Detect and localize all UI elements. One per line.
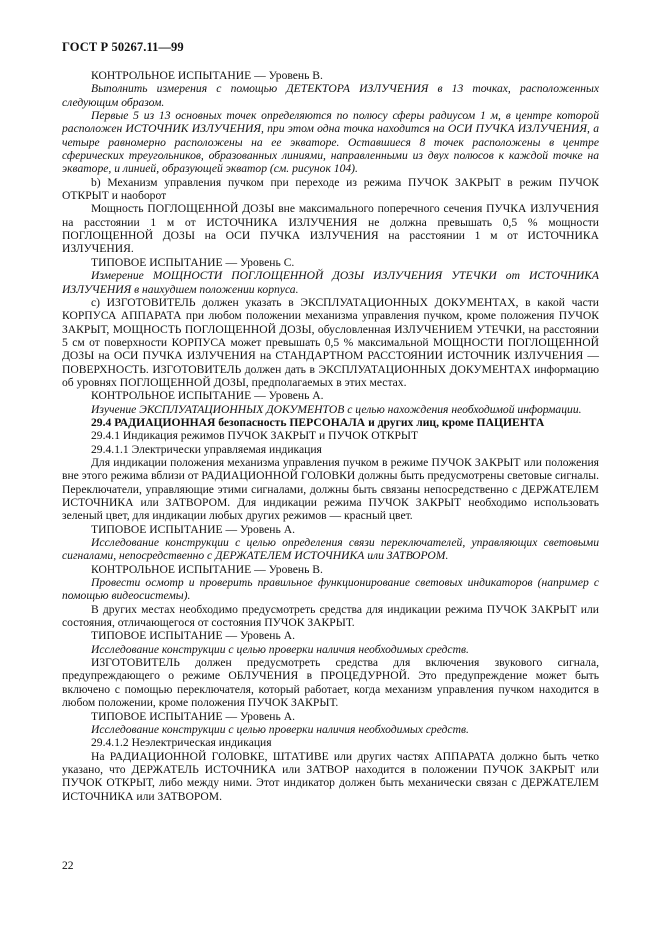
paragraph: В других местах необходимо предусмотреть средства для индикации режима ПУЧОК ЗАКРЫТ или состояния, отличающегося от состояния ПУЧОК ЗАКРЫТ. bbox=[62, 602, 599, 630]
paragraph: Исследование конструкции с целью проверки наличия необходимых средств. bbox=[91, 722, 469, 736]
paragraph: КОНТРОЛЬНОЕ ИСПЫТАНИЕ — Уровень А. bbox=[91, 389, 324, 403]
paragraph: Измерение МОЩНОСТИ ПОГЛОЩЕННОЙ ДОЗЫ ИЗЛУЧЕНИЯ УТЕЧКИ от ИСТОЧНИКА ИЗЛУЧЕНИЯ в наихудшем положении корпуса. bbox=[62, 269, 599, 296]
paragraph: ТИПОВОЕ ИСПЫТАНИЕ — Уровень А. bbox=[91, 522, 295, 536]
paragraph: ТИПОВОЕ ИСПЫТАНИЕ — Уровень А. bbox=[91, 629, 295, 643]
paragraph: c) ИЗГОТОВИТЕЛЬ должен указать в ЭКСПЛУАТАЦИОННЫХ ДОКУМЕНТАХ, в какой части КОРПУСА АППАРАТА при любом положении механизма управления пучком, кроме положения ПУЧОК ЗАКРЫТ, МОЩНОСТЬ ПОГЛОЩЕННОЙ ДОЗЫ, обусловленная ИЗЛУЧЕНИЕМ УТЕЧКИ, на расстоянии 5 см от поверхности КОРПУСА может превышать 0,5 % максимальной МОЩНОСТИ ПОГЛОЩЕННОЙ ДОЗЫ на ОСИ ПУЧКА ИЗЛУЧЕНИЯ на СТАНДАРТНОМ РАССТОЯНИИ ИСТОЧНИК ИЗЛУЧЕНИЯ — ПОВЕРХНОСТЬ. ИЗГОТОВИТЕЛЬ должен дать в ЭКСПЛУАТАЦИОННЫХ ДОКУМЕНТАХ информацию об уровнях ПОГЛОЩЕННОЙ ДОЗЫ, предполагаемых в этих местах. bbox=[62, 295, 599, 389]
paragraph: Первые 5 из 13 основных точек определяются по полюсу сферы радиусом 1 м, в центре которой расположен ИСТОЧНИК ИЗЛУЧЕНИЯ, при этом одна точка находится на ОСИ ПУЧКА ИЗЛУЧЕНИЯ, а четыре равномерно расположены на ее экваторе. Оставшиеся 8 точек расположены в центре сферических треугольников, образованных линиями, направленными из двух полюсов к каждой точке на экваторе, и линией, образующей экватор (см. рисунок 104). bbox=[62, 109, 599, 176]
paragraph: КОНТРОЛЬНОЕ ИСПЫТАНИЕ — Уровень В. bbox=[91, 69, 323, 82]
subsection-heading: 29.4.1 Индикация режимов ПУЧОК ЗАКРЫТ и ПУЧОК ОТКРЫТ bbox=[91, 429, 419, 443]
paragraph: Провести осмотр и проверить правильное функционирование световых индикаторов (например с помощью видеосистемы). bbox=[62, 576, 599, 603]
paragraph: Исследование конструкции с целью определения связи переключателей, управляющих световыми сигналами, непосредственно с ДЕРЖАТЕЛЕМ ИСТОЧНИКА или ЗАТВОРОМ. bbox=[62, 536, 599, 563]
paragraph: ТИПОВОЕ ИСПЫТАНИЕ — Уровень С. bbox=[91, 255, 295, 269]
paragraph: Исследование конструкции с целью проверки наличия необходимых средств. bbox=[91, 642, 469, 656]
paragraph: Выполнить измерения с помощью ДЕТЕКТОРА ИЗЛУЧЕНИЯ в 13 точках, расположенных следующим образом. bbox=[62, 82, 599, 109]
paragraph: На РАДИАЦИОННОЙ ГОЛОВКЕ, ШТАТИВЕ или других частях АППАРАТА должно быть четко указано, что ДЕРЖАТЕЛЬ ИСТОЧНИКА или ЗАТВОР находится в положении ПУЧОК ЗАКРЫТ или ПУЧОК ОТКРЫТ, либо между ними. Этот индикатор должен быть механически связан с ДЕРЖАТЕЛЕМ ИСТОЧНИКА или ЗАТВОРОМ. bbox=[62, 749, 599, 803]
document-body bbox=[62, 69, 599, 803]
paragraph: ИЗГОТОВИТЕЛЬ должен предусмотреть средства для включения звукового сигнала, предупреждающего о режиме ОБЛУЧЕНИЯ в ПРОЦЕДУРНОЙ. Это предупреждение может быть включено с помощью переключателя, который работает, когда механизм управления пучком находится в любом положении, кроме положения ПУЧОК ЗАКРЫТ. bbox=[62, 656, 599, 710]
section-heading: 29.4 РАДИАЦИОННАЯ безопасность ПЕРСОНАЛА и других лиц, кроме ПАЦИЕНТА bbox=[91, 415, 545, 429]
paragraph: Для индикации положения механизма управления пучком в режиме ПУЧОК ЗАКРЫТ или положения вне этого режима вблизи от РАДИАЦИОННОЙ ГОЛОВКИ должны быть предусмотрены световые сигналы. Переключатели, управляющие этими сигналами, должны быть связаны непосредственно с ДЕРЖАТЕЛЕМ ИСТОЧНИКА или ЗАТВОРОМ. Для индикации режима ПУЧОК ЗАКРЫТ необходимо использовать зеленый цвет, для индикации любых других режимов — красный цвет. bbox=[62, 455, 599, 523]
paragraph: Мощность ПОГЛОЩЕННОЙ ДОЗЫ вне максимального поперечного сечения ПУЧКА ИЗЛУЧЕНИЯ на расстоянии 1 м от ИСТОЧНИКА ИЗЛУЧЕНИЯ не должна превышать 0,5 % мощности ПОГЛОЩЕННОЙ ДОЗЫ на ОСИ ПУЧКА ИЗЛУЧЕНИЯ на расстоянии 1 м от ИСТОЧНИКА ИЗЛУЧЕНИЯ. bbox=[62, 202, 599, 256]
subsection-heading: 29.4.1.1 Электрически управляемая индикация bbox=[91, 442, 322, 456]
paragraph: b) Механизм управления пучком при переходе из режима ПУЧОК ЗАКРЫТ в режим ПУЧОК ОТКРЫТ и наоборот bbox=[62, 175, 599, 203]
standard-code-header: ГОСТ Р 50267.11—99 bbox=[62, 40, 184, 54]
paragraph: КОНТРОЛЬНОЕ ИСПЫТАНИЕ — Уровень В. bbox=[91, 562, 323, 576]
paragraph: Изучение ЭКСПЛУАТАЦИОННЫХ ДОКУМЕНТОВ с целью нахождения необходимой информации. bbox=[91, 402, 582, 416]
paragraph: ТИПОВОЕ ИСПЫТАНИЕ — Уровень А. bbox=[91, 709, 295, 723]
page-number: 22 bbox=[62, 859, 74, 872]
subsection-heading: 29.4.1.2 Неэлектрическая индикация bbox=[91, 736, 272, 750]
